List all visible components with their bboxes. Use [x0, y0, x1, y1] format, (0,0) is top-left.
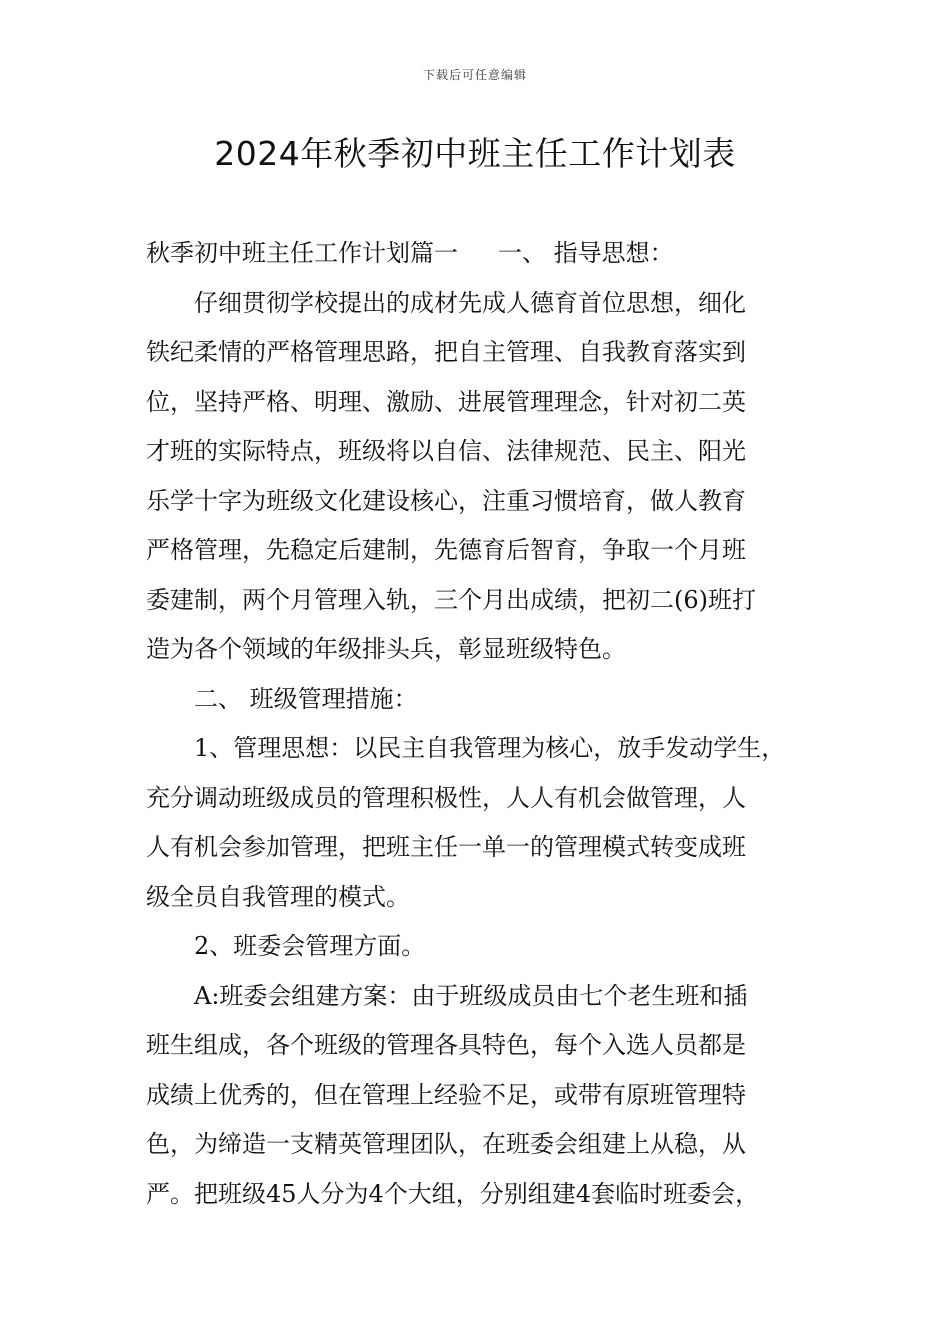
- paragraph-line: 仔细贯彻学校提出的成材先成人德育首位思想，细化: [194, 288, 746, 317]
- paragraph-line: 铁纪柔情的严格管理思路，把自主管理、自我教育落实到: [146, 338, 746, 366]
- paragraph-line: 委建制，两个月管理入轨，三个月出成绩，把初二(6)班打: [146, 585, 756, 614]
- plan-heading: 秋季初中班主任工作计划篇一: [146, 239, 458, 267]
- paragraph-line: 造为各个领域的年级排头兵，彰显班级特色。: [146, 635, 626, 663]
- paragraph-line: 人有机会参加管理，把班主任一单一的管理模式转变成班: [146, 833, 746, 861]
- section-heading-1: 一、 指导思想：: [498, 239, 674, 267]
- paragraph-line: 严格管理，先稳定后建制，先德育后智育，争取一个月班: [146, 536, 746, 564]
- paragraph-line: 充分调动班级成员的管理积极性，人人有机会做管理，人: [146, 783, 746, 812]
- paragraph-line: 成绩上优秀的，但在管理上经验不足，或带有原班管理特: [146, 1080, 746, 1109]
- document-title: 2024年秋季初中班主任工作计划表: [214, 134, 736, 173]
- header-note: 下载后可任意编辑: [422, 68, 527, 82]
- paragraph-line: 1、管理思想：以民主自我管理为核心，放手发动学生，: [194, 734, 786, 762]
- paragraph-line: 乐学十字为班级文化建设核心，注重习惯培育，做人教育: [146, 486, 746, 515]
- paragraph-line: A:班委会组建方案：由于班级成员由七个老生班和插: [194, 981, 748, 1010]
- intro-line: [146, 229, 816, 279]
- paragraph-line: 严。把班级45人分为4个大组，分别组建4套临时班委会，: [146, 1179, 760, 1208]
- subsection-heading: 2、班委会管理方面。: [194, 932, 426, 960]
- paragraph-line: 才班的实际特点，班级将以自信、法律规范、民主、阳光: [146, 437, 746, 465]
- paragraph-line: 色，为缔造一支精英管理团队，在班委会组建上从稳，从: [146, 1130, 746, 1158]
- document-body: [146, 229, 816, 1219]
- paragraph-line: 级全员自我管理的模式。: [146, 882, 410, 911]
- paragraph-line: 班生组成，各个班级的管理各具特色，每个入选人员都是: [146, 1031, 746, 1059]
- section-heading-2: 二、 班级管理措施：: [194, 684, 418, 713]
- paragraph-line: 位，坚持严格、明理、激励、进展管理理念，针对初二英: [146, 387, 746, 416]
